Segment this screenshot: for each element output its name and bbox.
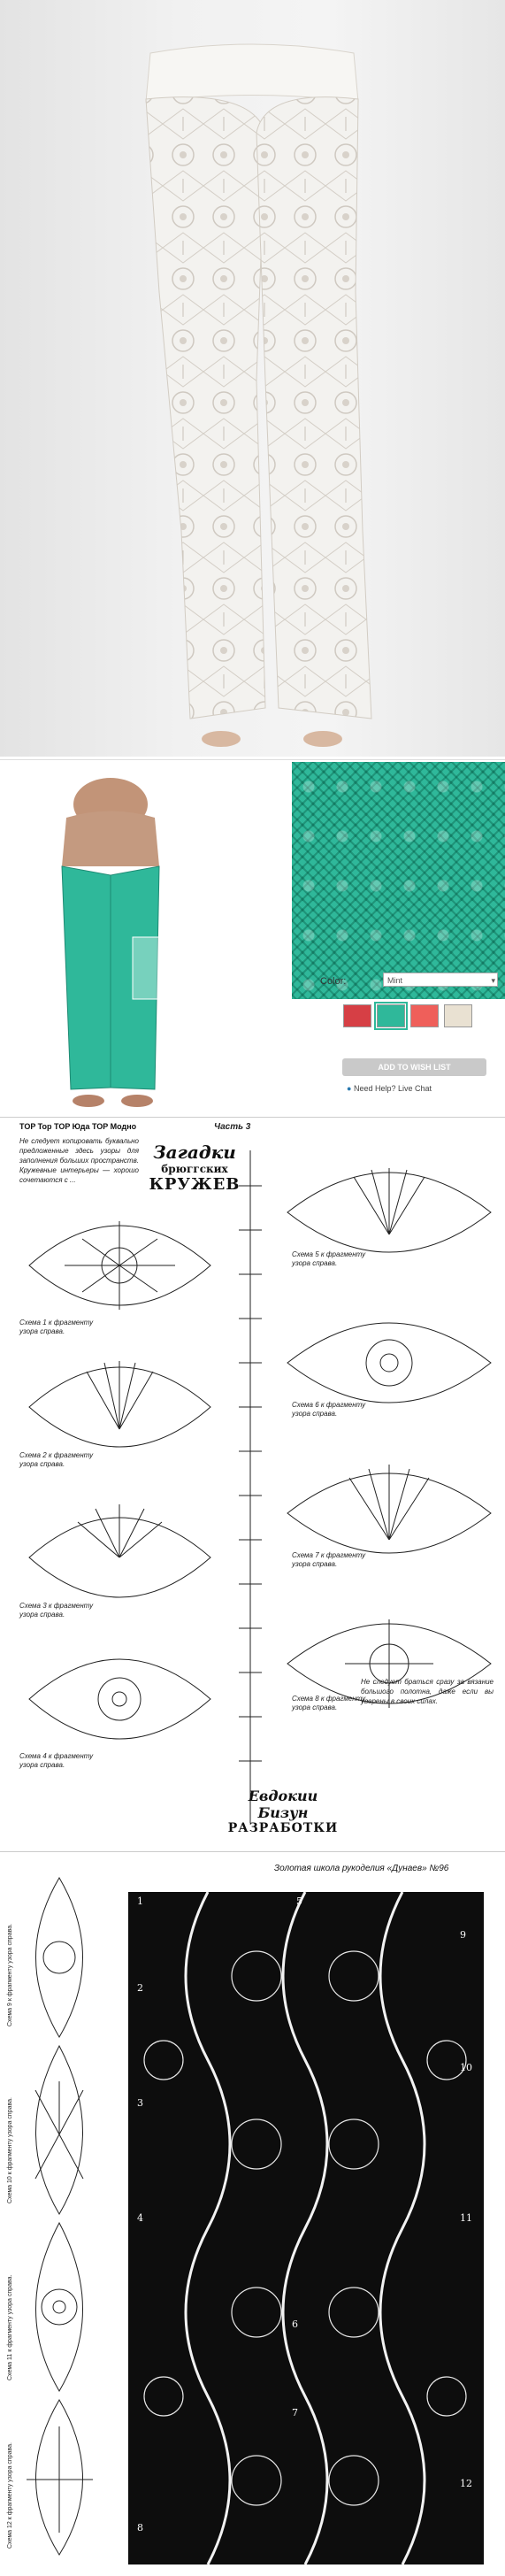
right-motif-diagrams [279,1150,500,1761]
strip-number-1: 1 [137,1895,143,1907]
page-header: TOP Top TOP Юда TOP Модно [19,1122,137,1131]
scheme-9-caption: Схема 9 к фрагменту узора справа. [7,1923,13,2026]
scheme-8-caption: Схема 8 к фрагменту узора справа. [292,1695,366,1711]
scheme-12-caption: Схема 12 к фрагменту узора справа. [7,2442,13,2549]
color-select-value: Mint [387,976,403,985]
swatch-coral[interactable] [410,1004,439,1027]
swatch-mint[interactable] [377,1004,405,1027]
color-select[interactable] [383,973,498,987]
scheme-5-caption: Схема 5 к фрагменту узора справа. [292,1250,366,1267]
green-lace-zoom [292,762,505,999]
scheme-7-caption: Схема 7 к фрагменту узора справа. [292,1551,366,1568]
strip-number-4: 4 [137,2212,143,2224]
author-logo [217,1788,349,1835]
strip-number-12: 12 [460,2478,472,2489]
scheme-11-caption: Схема 11 к фрагменту узора справа. [7,2274,13,2380]
color-label: Color: [320,976,347,987]
scheme-6-caption: Схема 6 к фрагменту узора справа. [292,1401,366,1418]
strip-number-11: 11 [460,2212,472,2224]
small-motif-diagrams [9,1869,111,2559]
logo-line-2: Бизун [257,1804,309,1821]
logo-line-1: Евдокии [248,1788,318,1804]
page-header-2: Золотая школа рукоделия «Дунаев» №96 [274,1864,449,1873]
intro-text: Не следует копировать буквально предложенные здесь узоры для заполнения больших пространств. Кружевные интерьеры — хорошо сочетаются с ... [19,1137,139,1184]
part-label: Часть 3 [214,1122,251,1132]
strip-number-5: 5 [296,1895,302,1907]
strip-number-8: 8 [137,2522,143,2534]
title-line-2: брюггских [161,1163,228,1175]
logo-line-3: РАЗРАБОТКИ [227,1821,339,1835]
title-line-3: КРУЖЕВ [149,1175,241,1194]
lace-pants-photo [0,0,505,757]
center-chain-diagram [228,1150,272,1823]
strip-number-3: 3 [137,2097,143,2109]
lace-strip-photo [128,1892,484,2564]
scheme-2-caption: Схема 2 к фрагменту узора справа. [19,1451,94,1468]
help-chat-link[interactable] [347,1084,432,1093]
strip-number-7: 7 [292,2407,298,2418]
help-chat-text: Need Help? Live Chat [353,1084,432,1093]
green-pants-model-image [9,769,212,1114]
swatch-natural[interactable] [444,1004,472,1027]
swatch-red[interactable] [343,1004,371,1027]
strip-number-2: 2 [137,1982,143,1994]
scheme-4-caption: Схема 4 к фрагменту узора справа. [19,1752,94,1769]
strip-number-10: 10 [460,2062,472,2073]
left-motif-diagrams [16,1203,224,1770]
lace-strip-pattern [128,1892,484,2564]
title-line-1: Загадки [153,1142,236,1163]
strip-number-6: 6 [292,2318,298,2330]
chat-icon: ● [347,1084,352,1093]
scheme-3-caption: Схема 3 к фрагменту узора справа. [19,1602,94,1619]
scheme-10-caption: Схема 10 к фрагменту узора справа. [7,2097,13,2203]
white-pants-illustration [0,0,505,757]
add-to-wish-list-button[interactable]: ADD TO WISH LIST [342,1058,486,1076]
strip-number-9: 9 [460,1929,466,1941]
scheme-1-caption: Схема 1 к фрагменту узора справа. [19,1319,94,1335]
footer-text: Не следует браться сразу за вязание большого полотна, даже если вы уверены в своих силах. [361,1678,494,1705]
chevron-down-icon: ▾ [491,976,495,985]
